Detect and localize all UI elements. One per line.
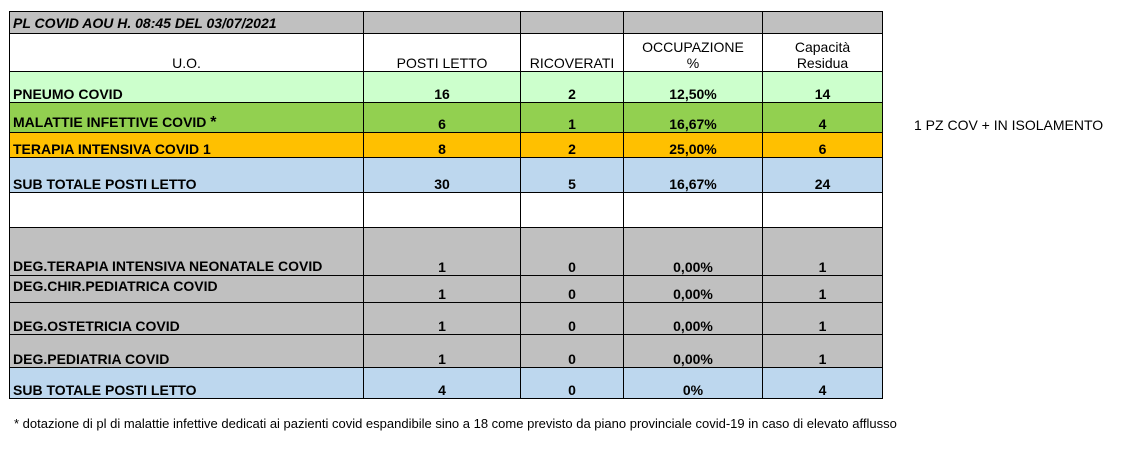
row-name: DEG.PEDIATRIA COVID <box>10 335 364 368</box>
spacer-row <box>10 193 883 228</box>
row-name: DEG.CHIR.PEDIATRICA COVID <box>10 276 364 303</box>
isolation-note: 1 PZ COV + IN ISOLAMENTO <box>914 117 1104 133</box>
subtotal-row: SUB TOTALE POSTI LETTO 30 5 16,67% 24 <box>10 158 883 193</box>
header-ricoverati: RICOVERATI <box>521 34 624 72</box>
asterisk-mark: * <box>210 114 217 131</box>
table-row: MALATTIE INFETTIVE COVID * 6 1 16,67% 4 <box>10 103 883 133</box>
table-row: TERAPIA INTENSIVA COVID 1 8 2 25,00% 6 <box>10 133 883 158</box>
header-posti-letto: POSTI LETTO <box>364 34 521 72</box>
table-row: PNEUMO COVID 16 2 12,50% 14 <box>10 72 883 103</box>
row-name: SUB TOTALE POSTI LETTO <box>10 158 364 193</box>
header-uo: U.O. <box>10 34 364 72</box>
row-name: TERAPIA INTENSIVA COVID 1 <box>10 133 364 158</box>
table-row: DEG.OSTETRICIA COVID 1 0 0,00% 1 <box>10 303 883 335</box>
row-name: DEG.TERAPIA INTENSIVA NEONATALE COVID <box>10 228 364 276</box>
footnote: * dotazione di pl di malattie infettive dedicati ai pazienti covid espandibile sino a 18 come previsto da piano provinciale covid-19 in caso di elevato afflusso <box>14 416 897 431</box>
table-title: PL COVID AOU H. 08:45 DEL 03/07/2021 <box>10 12 364 34</box>
header-row <box>10 34 883 72</box>
title-row <box>10 12 883 34</box>
header-occupazione: OCCUPAZIONE % <box>624 34 763 72</box>
row-name: DEG.OSTETRICIA COVID <box>10 303 364 335</box>
table-row: DEG.CHIR.PEDIATRICA COVID 1 0 0,00% 1 <box>10 276 883 303</box>
table-row: DEG.TERAPIA INTENSIVA NEONATALE COVID 1 0 0,00% 1 <box>10 228 883 276</box>
covid-beds-table <box>9 11 883 399</box>
row-name: MALATTIE INFETTIVE COVID * <box>10 103 364 133</box>
table-row: DEG.PEDIATRIA COVID 1 0 0,00% 1 <box>10 335 883 368</box>
row-name: PNEUMO COVID <box>10 72 364 103</box>
header-capacita: Capacità Residua <box>763 34 883 72</box>
row-name: SUB TOTALE POSTI LETTO <box>10 368 364 399</box>
subtotal-row: SUB TOTALE POSTI LETTO 4 0 0% 4 <box>10 368 883 399</box>
